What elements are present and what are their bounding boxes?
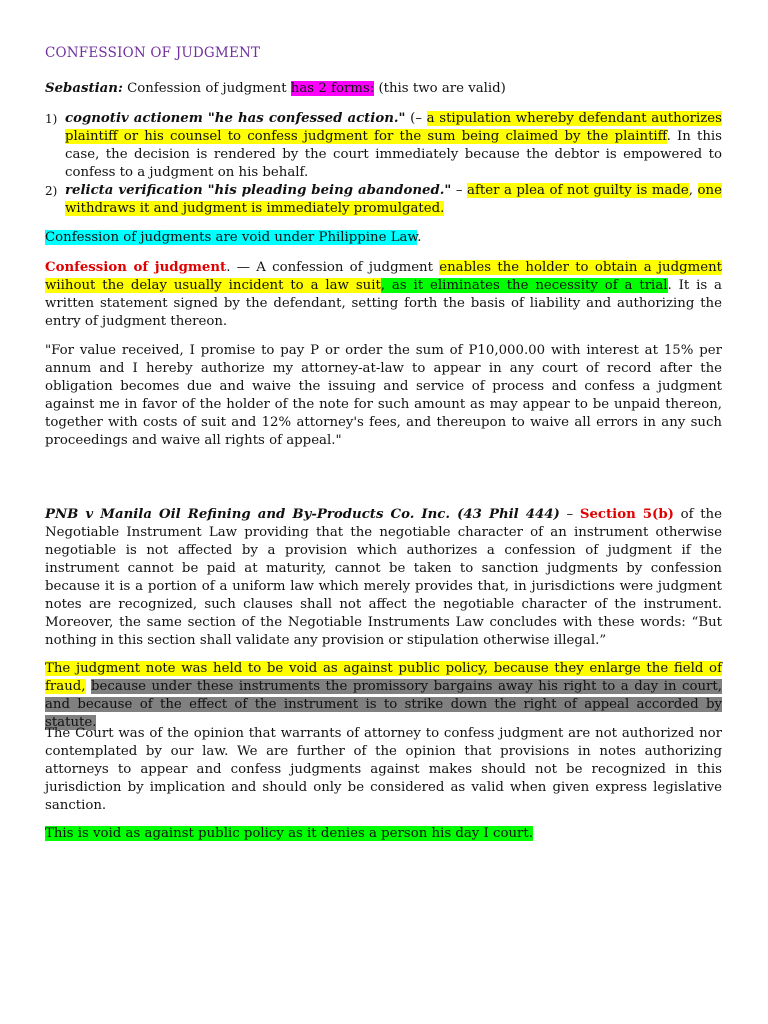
case-dash: –: [559, 507, 580, 522]
list-number: 2): [45, 184, 58, 198]
case-paragraph: [45, 506, 722, 650]
forms-list: [45, 110, 722, 218]
definition-paragraph: [45, 259, 722, 331]
form-pre: (–: [405, 111, 427, 126]
intro-text: Confession of judgment: [122, 81, 291, 96]
court-opinion-paragraph: The Court was of the opinion that warrants of attorney to confess judgment are not authorized nor contemplated by our law. We are further of the opinion that provisions in notes authorizing attorneys to appear and confess judgments against makes should not be recognized in this jurisdiction by implication and should only be considered as valid when given express legislative sanction.: [45, 726, 722, 813]
held-highlight-yellow: The judgment note was held to be void as against public policy, because they enlarge the field of fraud,: [45, 661, 722, 694]
form-highlight: a stipulation whereby defendant authorizes plaintiff or his counsel to confess judgment for the sum being claimed by the plaintiff: [65, 111, 722, 144]
list-item: [45, 182, 722, 218]
held-highlight-gray: because under these instruments the promissory bargains away his right to a day in court, and because of the effect of the instrument is to strike down the right of appeal accorded by statute.: [45, 679, 722, 730]
case-section: Section 5(b): [579, 507, 674, 522]
page-title: CONFESSION OF JUDGMENT: [45, 45, 261, 61]
speaker-label: Sebastian:: [45, 81, 123, 96]
case-text: of the Negotiable Instrument Law providing that the negotiable character of an instrument otherwise negotiable is not affected by a provision which authorizes a confession of judgment if the instrument cannot be paid at maturity, cannot be taken to sanction judgments by confession because it is a portion of a uniform law which merely provides that, in jurisdictions were judgment notes are recognized, such clauses shall not affect the negotiable character of the instrument. Moreover, the same section of the Negotiable Instruments Law concludes with these words: “But nothing in this section shall validate any provision or stipulation otherwise illegal.”: [45, 507, 722, 648]
definition-term: Confession of judgment: [45, 260, 227, 275]
case-name: PNB v Manila Oil Refining and By-Products Co. Inc. (43 Phil 444): [45, 507, 560, 522]
example-quote: "For value received, I promise to pay P or order the sum of P10,000.00 with interest at 15% per annum and I hereby authorize my attorney-at-law to appear in any court of record after the obligation becomes due and waive the issuing and service of process and confess a judgment against me in favor of the holder of the note for such amount as may appear to be unpaid thereon, together with costs of suit and 12% attorney's fees, and thereupon to waive all errors in any such proceedings and waive all rights of appeal.": [45, 343, 722, 448]
void-note: [45, 229, 722, 247]
list-item: [45, 110, 722, 182]
form-term: relicta verification "his pleading being abandoned.": [65, 183, 452, 198]
form-highlight-2: one withdraws it and judgment is immediately promulgated.: [65, 183, 722, 216]
form-post: . In this case, the decision is rendered by the court immediately because the debtor is empowered to confess to a judgment on his behalf.: [65, 129, 722, 180]
form-mid: ,: [688, 183, 698, 198]
void-note-highlight: Confession of judgments are void under Philippine Law: [45, 230, 418, 245]
void-note-tail: .: [417, 230, 422, 245]
form-term: cognotiv actionem "he has confessed action.": [65, 111, 406, 126]
conclusion-paragraph: [45, 825, 722, 843]
conclusion-highlight: This is void as against public policy as it denies a person his day I court.: [45, 826, 533, 841]
definition-text-1: . — A confession of judgment: [226, 260, 440, 275]
intro-paragraph: [45, 80, 722, 98]
list-number: 1): [45, 112, 58, 126]
definition-text-2: . It is a written statement signed by the defendant, setting forth the basis of liability and authorizing the entry of judgment thereon.: [45, 278, 722, 329]
intro-tail: (this two are valid): [374, 81, 506, 96]
definition-highlight-2: , as it eliminates the necessity of a trial: [380, 278, 668, 293]
form-highlight: after a plea of not guilty is made: [467, 183, 689, 198]
intro-highlight: has 2 forms:: [290, 81, 375, 96]
form-pre: –: [451, 183, 468, 198]
held-paragraph: [45, 660, 722, 732]
definition-highlight-1: enables the holder to obtain a judgment wiihout the delay usually incident to a law suit: [45, 260, 722, 293]
